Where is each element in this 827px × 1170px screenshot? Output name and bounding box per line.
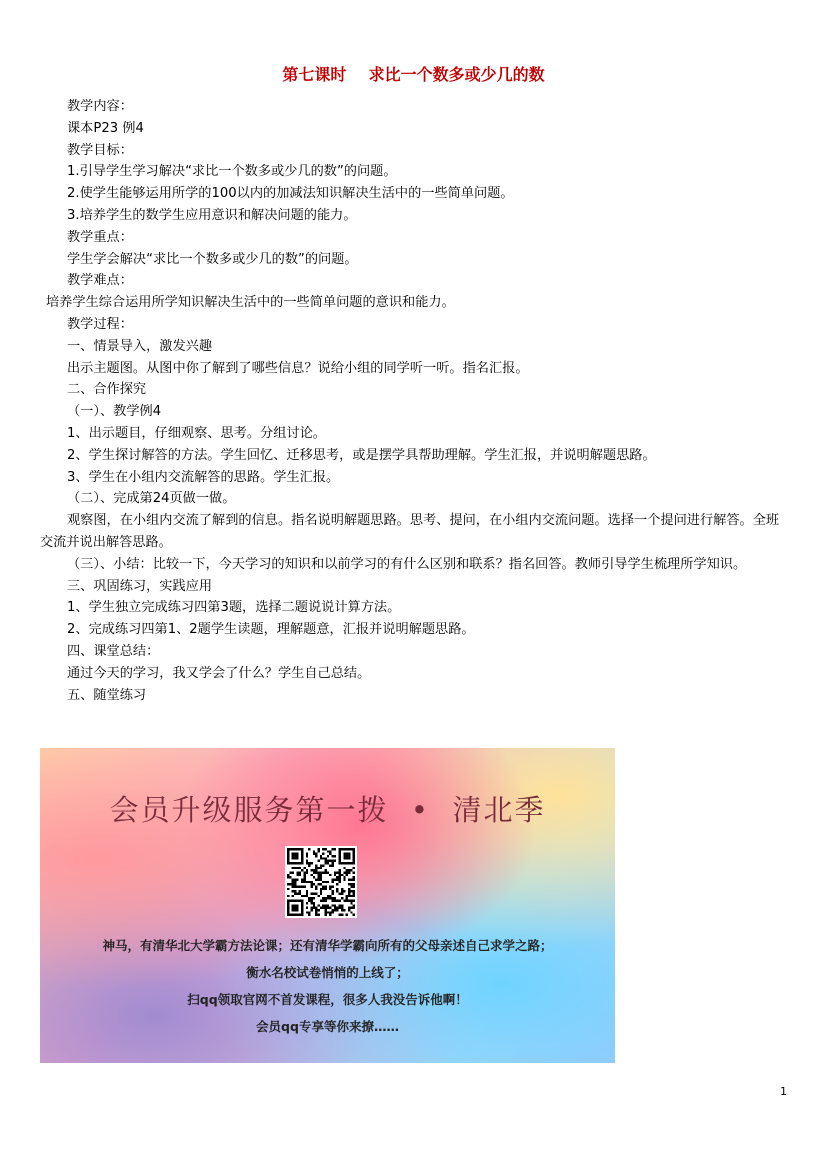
paragraph: 2、完成练习四第1、2题学生读题，理解题意，汇报并说明解题思路。 — [67, 622, 475, 638]
paragraph: 培养学生综合运用所学知识解决生活中的一些简单问题的意识和能力。 — [46, 295, 455, 311]
banner-text — [40, 932, 615, 1040]
paragraph: 教学过程： — [67, 316, 133, 332]
paragraph: 教学重点： — [67, 229, 133, 245]
paragraph: （一）、教学例4 — [67, 404, 162, 420]
banner-title: 会员升级服务第一拨 • 清北季 — [109, 793, 546, 827]
paragraph: 课本P23 例4 — [67, 120, 144, 136]
paragraph: 2.使学生能够运用所学的100以内的加减法知识解决生活中的一些简单问题。 — [67, 186, 514, 202]
paragraph: 三、巩固练习，实践应用 — [67, 578, 213, 594]
paragraph: 通过今天的学习，我又学会了什么？学生自己总结。 — [67, 665, 371, 681]
paragraph: 1、出示题目，仔细观察、思考。分组讨论。 — [67, 425, 326, 441]
promo-banner — [40, 748, 615, 1063]
banner-line: 神马，有清华北大学霸方法论课；还有清华学霸向所有的父母亲述自己求学之路； — [102, 938, 553, 953]
paragraph: 出示主题图。从图中你了解到了哪些信息？说给小组的同学听一听。指名汇报。 — [67, 360, 529, 376]
paragraph: 四、课堂总结： — [67, 643, 160, 659]
lesson-plan-body — [40, 96, 792, 706]
paragraph: 1.引导学生学习解决“求比一个数多或少几的数”的问题。 — [67, 164, 397, 180]
paragraph: 五、随堂练习 — [67, 687, 147, 703]
paragraph: 教学内容： — [67, 99, 133, 114]
paragraph: 1、学生独立完成练习四第3题，选择二题说说计算方法。 — [67, 600, 401, 616]
paragraph: 3、学生在小组内交流解答的思路。学生汇报。 — [67, 469, 340, 485]
paragraph: 一、情景导入，激发兴趣 — [67, 338, 213, 354]
paragraph: 学生学会解决“求比一个数多或少几的数”的问题。 — [67, 251, 358, 267]
paragraph: 观察图，在小组内交流了解到的信息。指名说明解题思路。思考、提问，在小组内交流问题。选择一个提问进行解答。全班交流并说出解答思路。 — [40, 513, 780, 550]
paragraph: 教学目标： — [67, 142, 133, 158]
paragraph: 二、合作探究 — [67, 382, 147, 398]
document-title: 第七课时 求比一个数多或少几的数 — [282, 65, 545, 84]
paragraph: 2、学生探讨解答的方法。学生回忆、迁移思考，或是摆学具帮助理解。学生汇报，并说明解题思路。 — [67, 447, 656, 463]
banner-line: 扫qq领取官网不首发课程，很多人我没告诉他啊！ — [187, 992, 468, 1007]
page-number: 1 — [780, 1085, 787, 1098]
paragraph: 教学难点： — [67, 273, 133, 289]
banner-line: 会员qq专享等你来撩…… — [256, 1019, 399, 1034]
banner-line: 衡水名校试卷悄悄的上线了； — [246, 965, 409, 980]
paragraph: 3.培养学生的数学生应用意识和解决问题的能力。 — [67, 207, 357, 223]
paragraph: （二）、完成第24页做一做。 — [67, 491, 236, 507]
paragraph: （三）、小结：比较一下，今天学习的知识和以前学习的有什么区别和联系？指名回答。教师引导学生梳理所学知识。 — [67, 556, 747, 572]
qr-code-icon — [285, 846, 357, 918]
